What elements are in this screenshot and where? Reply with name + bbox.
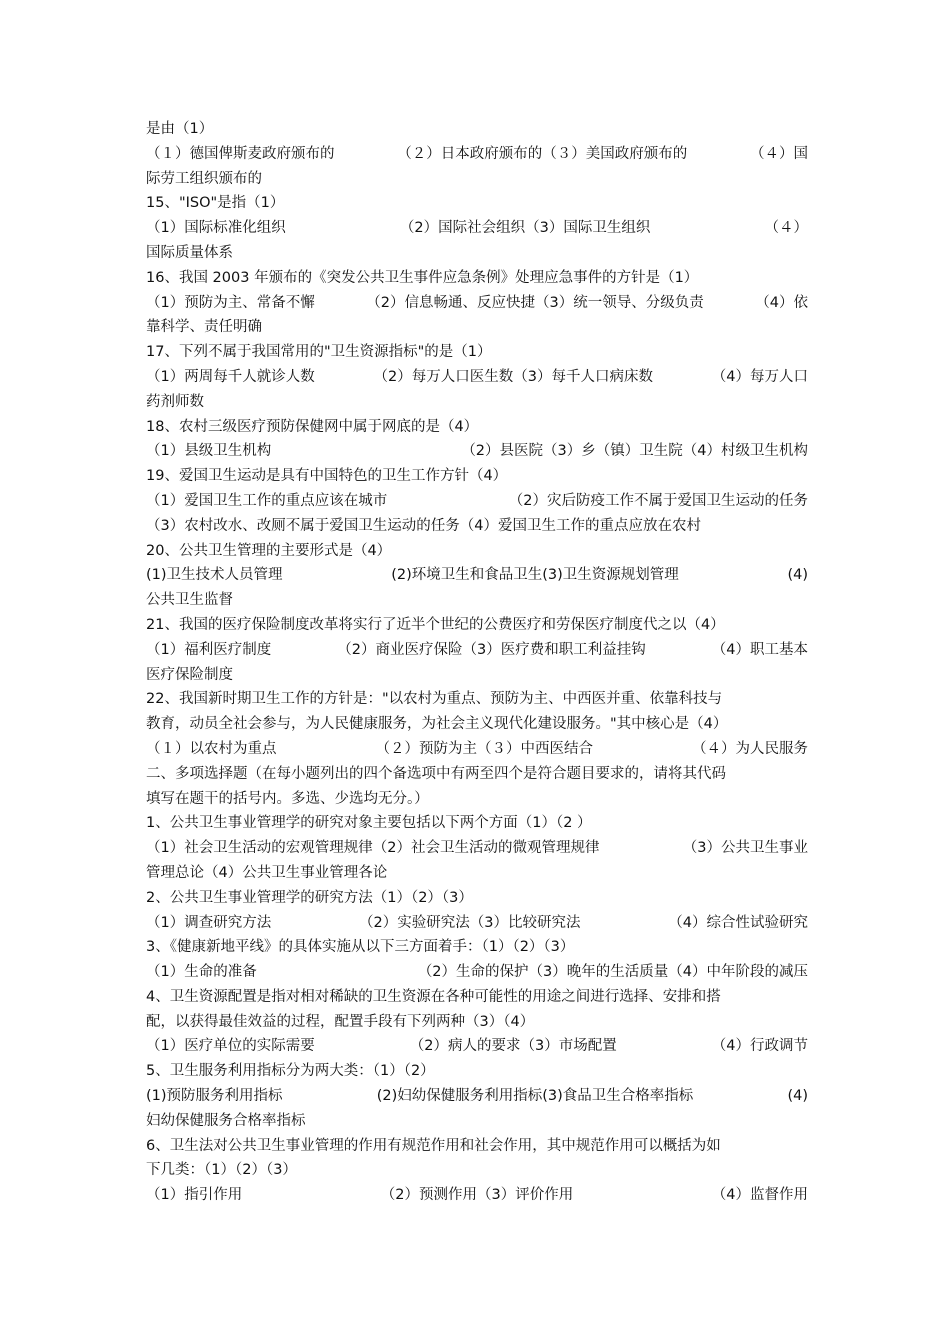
text-segment: 下几类：（1）（2）（3） [146,1162,297,1179]
text-segment: 是由（1） [146,121,214,137]
text-segment: 靠科学、责任明确 [146,319,262,336]
text-segment: （１）以农村为重点 [146,740,277,757]
text-line [146,266,808,291]
text-segment: （２）日本政府颁布的（３）美国政府颁布的 [397,145,688,162]
text-segment: （3）农村改水、改厕不属于爱国卫生运动的任务（4）爱国卫生工作的重点应放在农村 [146,517,701,534]
text-line [146,1109,808,1134]
text-segment: 1、公共卫生事业管理学的研究对象主要包括以下两个方面（1）（2 ） [146,815,592,832]
text-line [146,315,808,340]
text-line [146,191,808,216]
text-line [146,663,808,688]
text-line [146,1183,808,1208]
text-line [146,415,808,440]
text-line [146,811,808,836]
text-line [146,1134,808,1159]
text-line [146,960,808,985]
text-line [146,1010,808,1035]
text-segment: 19、爱国卫生运动是具有中国特色的卫生工作方针（4） [146,468,508,485]
text-segment: 5、卫生服务利用指标分为两大类：（1）（2） [146,1063,435,1080]
text-line [146,117,808,142]
text-line [146,911,808,936]
text-segment: 教育，动员全社会参与，为人民健康服务，为社会主义现代化建设服务。"其中核心是（4） [146,716,728,733]
text-line [146,514,808,539]
text-line [146,638,808,663]
text-line [146,340,808,365]
text-segment: （1）两周每千人就诊人数 [146,368,315,385]
text-line [146,787,808,812]
text-segment: 21、我国的医疗保险制度改革将实行了近半个世纪的公费医疗和劳保医疗制度代之以（4） [146,616,725,633]
text-line [146,563,808,588]
text-line [146,142,808,167]
text-line [146,167,808,192]
text-segment: 填写在题干的括号内。多选、少选均无分。） [146,790,429,807]
text-segment: （４） [764,220,808,237]
text-line [146,365,808,390]
document-page [146,117,808,1208]
text-segment: (4) [787,567,808,584]
text-line [146,291,808,316]
text-segment: 际劳工组织颁布的 [146,170,262,187]
text-segment: (2)妇幼保健服务利用指标(3)食品卫生合格率指标 [376,1088,694,1105]
text-segment: （2）生命的保护（3）晚年的生活质量（4）中年阶段的减压 [417,964,808,981]
text-segment: （1）调查研究方法 [146,914,272,931]
text-segment: （１）德国俾斯麦政府颁布的 [146,145,335,162]
text-segment: （2）信息畅通、反应快捷（3）统一领导、分级负责 [366,294,704,311]
text-segment: （3）公共卫生事业 [682,840,808,857]
text-segment: 3、《健康新地平线》的具体实施从以下三方面着手：（1）（2）（3） [146,939,575,956]
text-segment: 公共卫生监督 [146,592,233,609]
text-segment: （２）预防为主（３）中西医结合 [375,740,593,757]
text-segment: (2)环境卫生和食品卫生(3)卫生资源规划管理 [391,567,679,584]
text-segment: (1)预防服务利用指标 [146,1088,283,1105]
text-segment: 22、我国新时期卫生工作的方针是："以农村为重点、预防为主、中西医并重、依靠科技与 [146,691,723,708]
text-segment: 医疗保险制度 [146,666,233,683]
text-segment: （1）福利医疗制度 [146,641,272,658]
text-segment: （4）监督作用 [711,1187,808,1204]
text-segment: （2）县医院（3）乡（镇）卫生院（4）村级卫生机构 [461,443,808,460]
text-line [146,241,808,266]
text-segment: （2）实验研究法（3）比较研究法 [359,914,581,931]
text-segment: 6、卫生法对公共卫生事业管理的作用有规范作用和社会作用，其中规范作用可以概括为如 [146,1137,721,1154]
text-line [146,216,808,241]
text-segment: （1）医疗单位的实际需要 [146,1038,315,1055]
text-segment: （1）县级卫生机构 [146,443,272,460]
text-segment: 妇幼保健服务合格率指标 [146,1112,306,1129]
text-segment: （1）社会卫生活动的宏观管理规律（2）社会卫生活动的微观管理规律 [146,840,600,857]
text-segment: 15、"ISO"是指（1） [146,195,285,212]
text-segment: （4）行政调节 [711,1038,808,1055]
text-line [146,737,808,762]
text-line [146,687,808,712]
text-line [146,1158,808,1183]
text-line [146,390,808,415]
text-segment: （４）国 [750,145,808,162]
text-segment: （2）病人的要求（3）市场配置 [409,1038,617,1055]
text-line [146,1084,808,1109]
text-segment: （1）指引作用 [146,1187,243,1204]
text-segment: （1）爱国卫生工作的重点应该在城市 [146,492,388,509]
text-line [146,762,808,787]
text-line [146,861,808,886]
text-segment: (1)卫生技术人员管理 [146,567,283,584]
text-line [146,836,808,861]
text-segment: 国际质量体系 [146,244,233,261]
text-segment: 配，以获得最佳效益的过程，配置手段有下列两种（3）（4） [146,1013,535,1030]
text-line [146,1034,808,1059]
text-segment: （4）职工基本 [711,641,808,658]
text-segment: 20、公共卫生管理的主要形式是（4） [146,542,392,559]
text-segment: 18、农村三级医疗预防保健网中属于网底的是（4） [146,418,479,435]
text-segment: （1）生命的准备 [146,964,257,981]
text-segment: 管理总论（4）公共卫生事业管理各论 [146,864,388,881]
text-line [146,1059,808,1084]
text-segment: （2）每万人口医生数（3）每千人口病床数 [373,368,653,385]
text-line [146,489,808,514]
text-segment: 4、卫生资源配置是指对相对稀缺的卫生资源在各种可能性的用途之间进行选择、安排和搭 [146,988,721,1005]
text-segment: （４）为人民服务 [692,740,808,757]
text-segment: 二、多项选择题（在每小题列出的四个备选项中有两至四个是符合题目要求的，请将其代码 [146,765,726,782]
text-line [146,886,808,911]
text-segment: （1）国际标准化组织 [146,220,286,237]
text-line [146,439,808,464]
text-segment: (4) [787,1088,808,1105]
text-segment: 17、下列不属于我国常用的"卫生资源指标"的是（1） [146,344,492,361]
text-segment: （4）综合性试验研究 [668,914,808,931]
text-line [146,588,808,613]
text-line [146,712,808,737]
text-line [146,539,808,564]
text-line [146,613,808,638]
text-line [146,985,808,1010]
text-line [146,464,808,489]
text-segment: （4）依 [755,294,808,311]
text-segment: （4）每万人口 [711,368,808,385]
text-segment: （2）商业医疗保险（3）医疗费和职工利益挂钩 [337,641,646,658]
text-segment: 16、我国 2003 年颁布的《突发公共卫生事件应急条例》处理应急事件的方针是（1） [146,269,699,286]
text-segment: （2）灾后防疫工作不属于爱国卫生运动的任务 [508,492,808,509]
text-segment: （2）国际社会组织（3）国际卫生组织 [399,220,651,237]
text-segment: （2）预测作用（3）评价作用 [380,1187,574,1204]
text-line [146,935,808,960]
text-segment: 药剂师数 [146,393,204,410]
text-segment: （1）预防为主、常备不懈 [146,294,315,311]
text-segment: 2、公共卫生事业管理学的研究方法（1）（2）（3） [146,889,473,906]
